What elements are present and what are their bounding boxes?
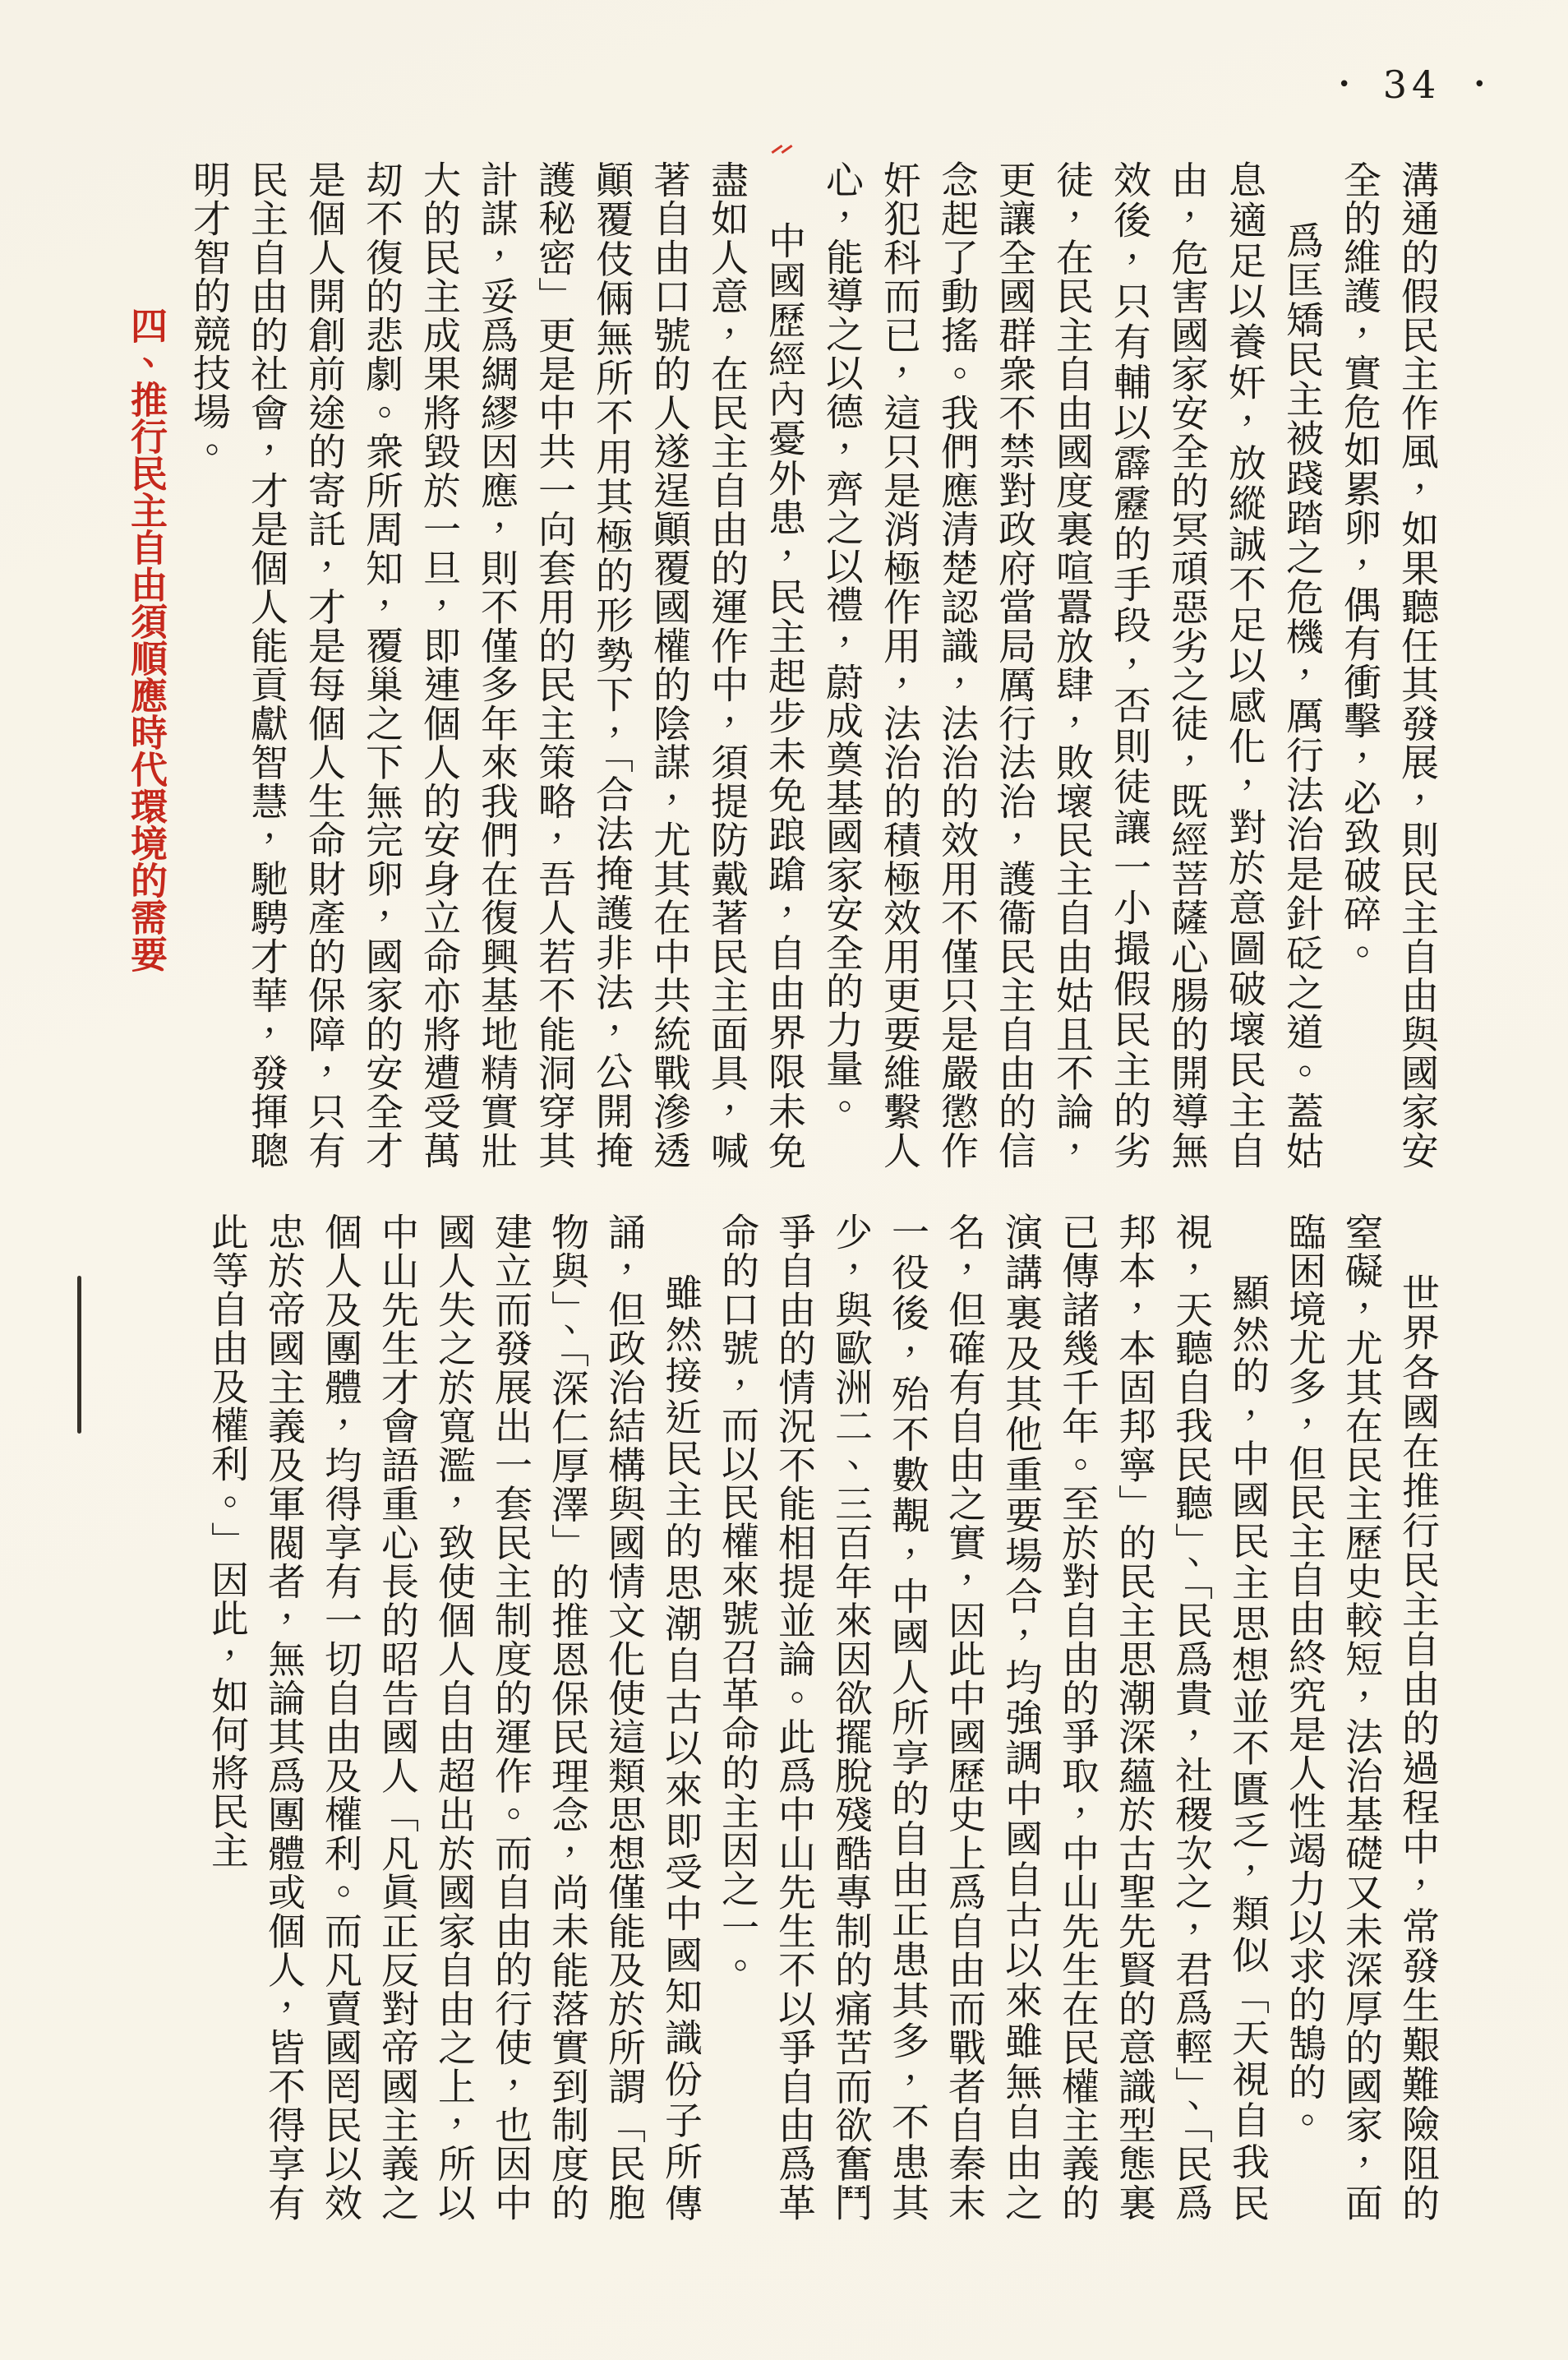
lower-text-block xyxy=(99,1212,1446,2222)
paragraph: 顯然的，中國民主思想並不匱乏，類似「天視自我民視，天聽自我民聽」、「民爲貴，社稷次之，君爲輕」、「民爲邦本，本固邦寧」的民主思潮深蘊於古聖先賢的意識型態裏已傳諸幾千年。至於對自由的爭取，中山先生在民權主義的演講裏及其他重要場合，均強調中國自古以來雖無自由之名，但確有自由之實，因此中國歷史上爲自由而戰者自秦末一役後，殆不數覯，中國人所享的自由正患其多，不患其少，與歐洲二、三百年來因欲擺脫殘酷專制的痛苦而欲奮鬥爭自由的情況不能相提並論。此爲中山先生不以爭自由爲革命的口號，而以民權來號召革命的主因之一。 xyxy=(716,1212,1271,2222)
paragraph: 爲匡矯民主被踐踏之危機，厲行法治是針砭之道。蓋姑息適足以養奸，放縱誠不足以感化，對於意圖破壞民主自由，危害國家安全的冥頑惡劣之徒，既經菩薩心腸的開導無效後，只有輔以霹靂的手段，否則徒讓一小撮假民主的劣徒，在民主自由國度裏喧囂放肆，敗壞民主自由姑且不論，更讓全國群衆不禁對政府當局厲行法治，護衞民主自由的信念起了動搖。我們應清楚認識，法治的效用不僅只是嚴懲作奸犯科而已，這只是消極作用，法治的積極效用更要維繫人心，能導之以德，齊之以禮，蔚成奠基國家安全的力量。 xyxy=(820,160,1325,1170)
page-number-value: 34 xyxy=(1382,62,1441,107)
red-check-mark xyxy=(769,141,794,158)
section-heading: 四、推行民主自由須順應時代環境的需要 xyxy=(124,307,168,972)
margin-scan-mark xyxy=(77,1276,81,1434)
paragraph: 雖然接近民主的思潮自古以來即受中國知識份子所傳誦，但政治結構與國情文化使這類思想僅能及於所謂「民胞物與」、「深仁厚澤」的推恩保民理念，尚未能落實到制度的建立而發展出一套民主制度的運作。而自由的行使，也因中國人失之於寬濫，致使個人自由超出於國家自由之上，所以中山先生才會語重心長的昭告國人「凡眞正反對帝國主義之個人及團體，均得享有一切自由及權利。而凡賣國罔民以效忠於帝國主義及軍閥者，無論其爲團體或個人，皆不得享有此等自由及權利。」因此，如何將民主 xyxy=(205,1212,703,2222)
paragraph: 中國歷經內憂外患，民主起步未免踉蹌，自由界限未免盡如人意，在民主自由的運作中，須提防戴著民主面具，喊著自由口號的人遂逞顚覆國權的陰謀，尤其在中共統戰滲透顚覆伎倆無所不用其極的形勢下，「合法掩護非法，公開掩護秘密」更是中共一向套用的民主策略，吾人若不能洞穿其計謀，妥爲綢繆因應，則不僅多年來我們在復興基地精實壯大的民主成果將毀於一旦，即連個人的安身立命亦將遭受萬刧不復的悲劇。衆所周知，覆巢之下無完卵，國家的安全才是個人開創前途的寄託，才是每個人生命財產的保障，只有民主自由的社會，才是個人能貢獻智慧，馳騁才華，發揮聰明才智的競技場。 xyxy=(187,160,807,1170)
page-number-right-dot: • xyxy=(1473,72,1486,97)
page-number xyxy=(1338,62,1486,107)
paragraph: 世界各國在推行民主自由的過程中，常發生艱難險阻的窒礙，尤其在民主歷史較短，法治基礎又未深厚的國家，面臨困境尤多，但民主自由終究是人性竭力以求的鵠的。 xyxy=(1283,1212,1441,2222)
paragraph-continuation: 溝通的假民主作風，如果聽任其發展，則民主自由與國家安全的維護，實危如累卵，偶有衝擊，必致破碎。 xyxy=(1338,160,1440,1170)
upper-text-block xyxy=(90,160,1446,1170)
page-number-left-dot: • xyxy=(1338,72,1351,97)
